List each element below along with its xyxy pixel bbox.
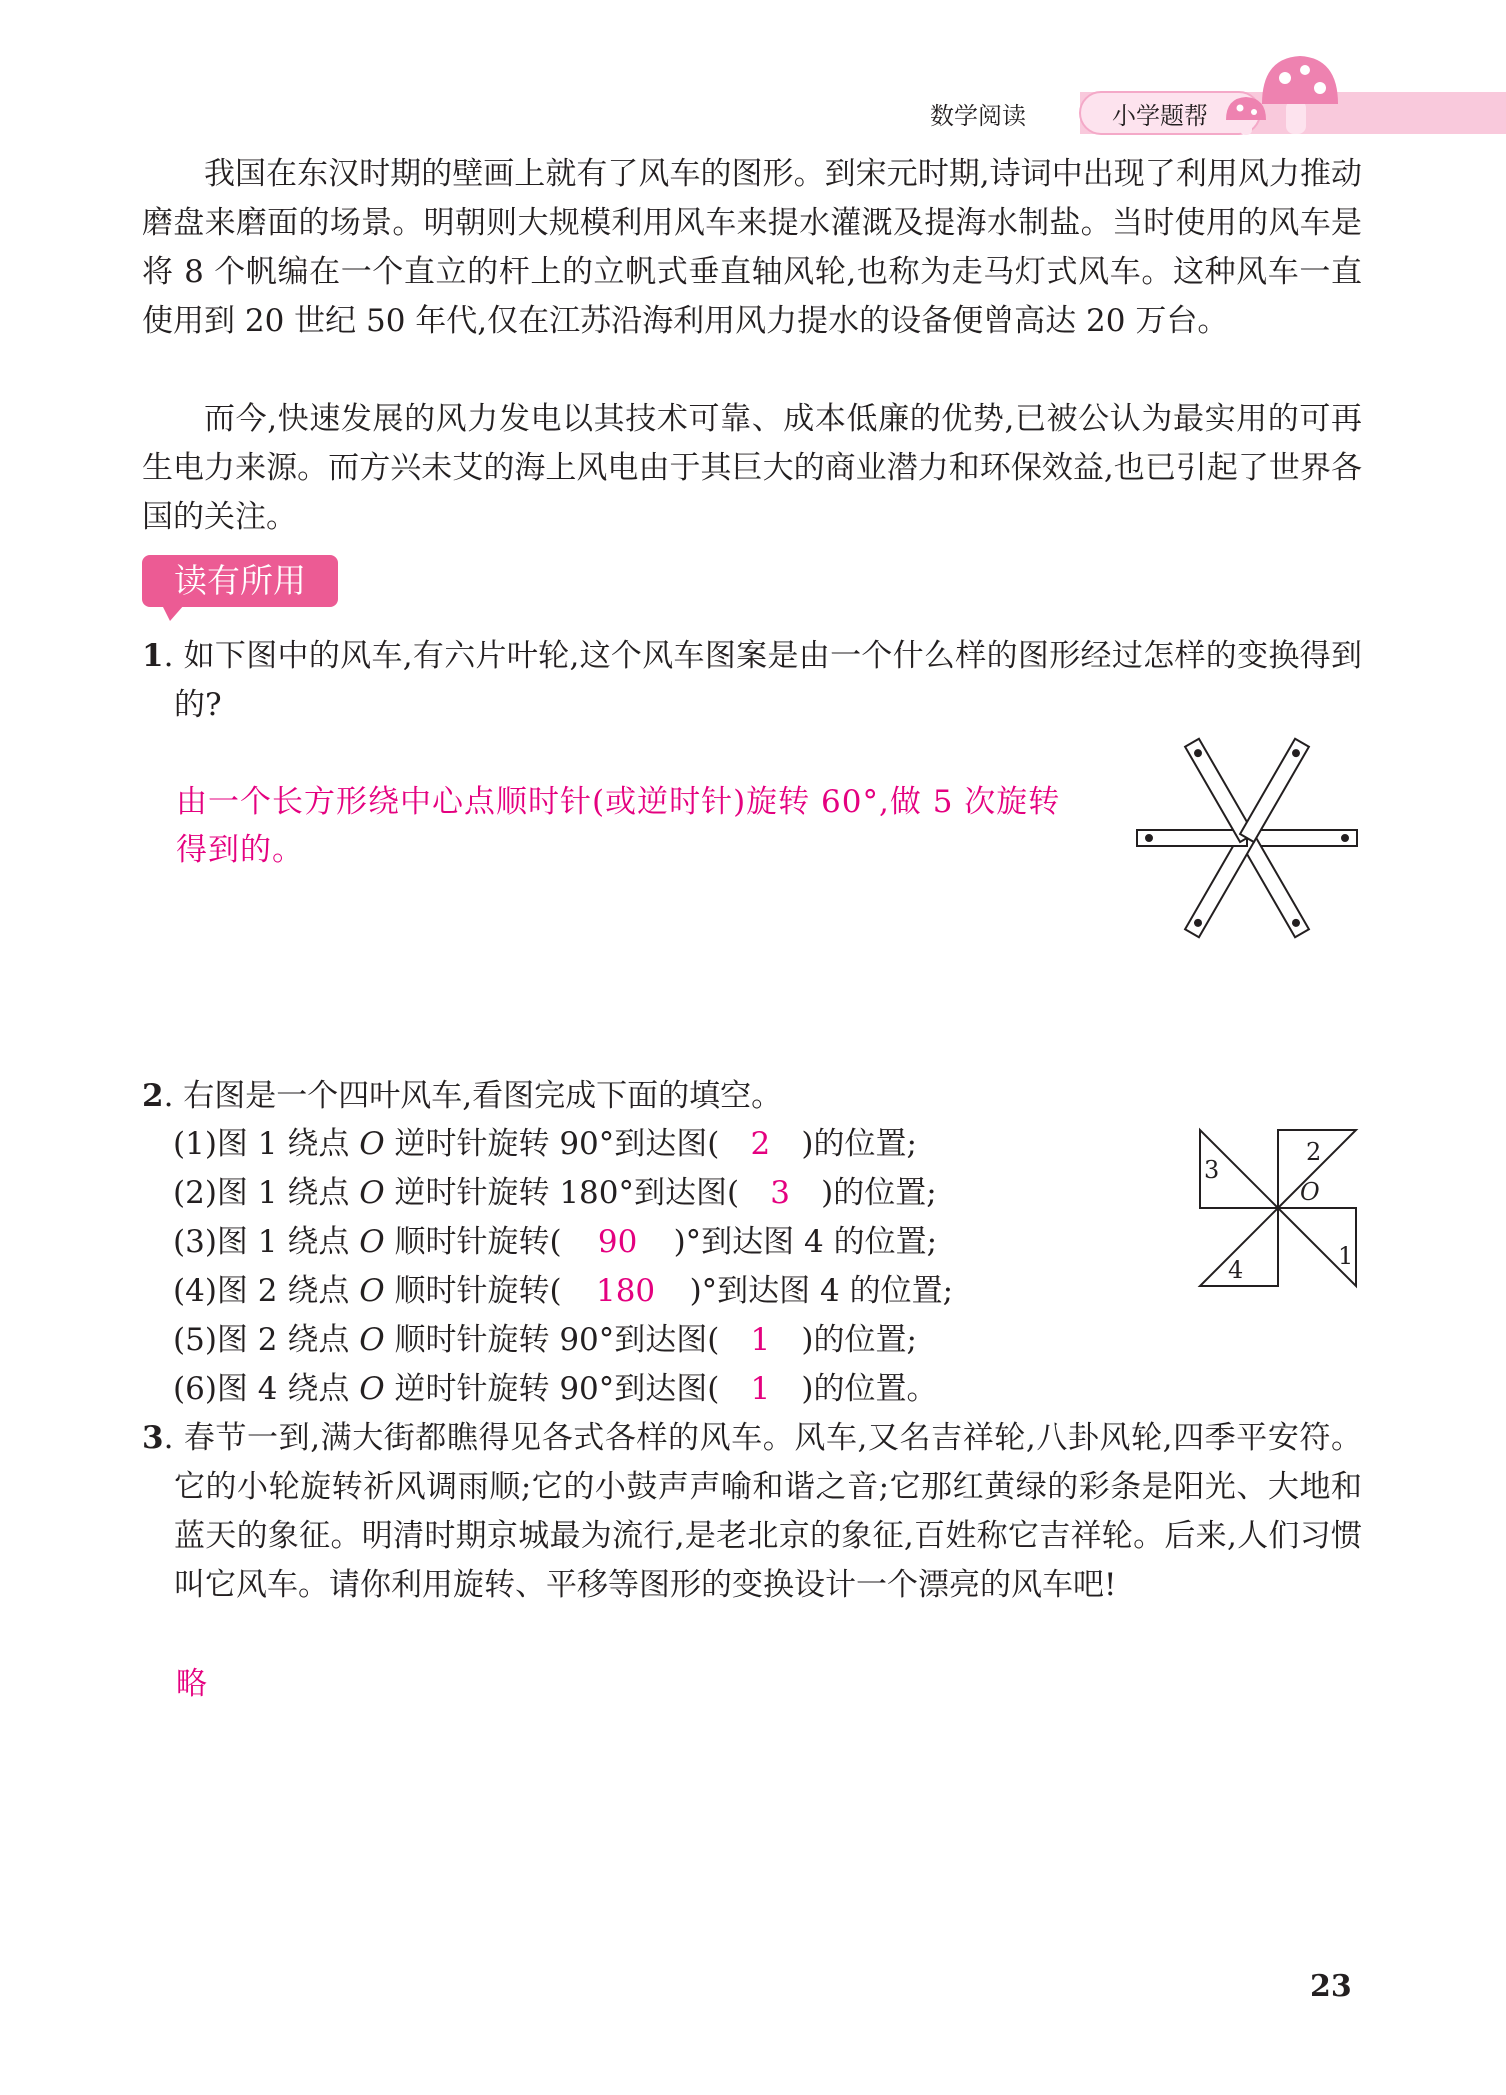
q2-item-2-point: O [359,1175,385,1211]
q2-item-4-point: O [359,1273,385,1309]
q2-item-5-post: )的位置; [801,1322,917,1358]
question-1-number: 1 [142,638,164,674]
q2-item-6-post: )的位置。 [801,1371,938,1407]
header-decoration [0,0,1506,160]
q2-item-4-answer: 180 [595,1273,656,1309]
q2-item-3-point: O [359,1224,385,1260]
q2-item-1 [173,1120,917,1169]
figure-label-2: 2 [1306,1138,1322,1166]
q2-item-6 [173,1365,937,1414]
q2-item-3-pre: (3)图 1 绕点 [173,1224,360,1260]
question-2-intro-text: . 右图是一个四叶风车,看图完成下面的填空。 [163,1078,783,1114]
q2-item-5-point: O [359,1322,385,1358]
q2-item-2-mid: 逆时针旋转 180°到达图( [384,1175,740,1211]
q2-item-5-mid: 顺时针旋转 90°到达图( [384,1322,720,1358]
q2-item-3-answer: 90 [597,1224,638,1260]
question-3 [142,1414,1362,1610]
figure-label-1: 1 [1338,1242,1354,1270]
q2-item-3-post: )°到达图 4 的位置; [673,1224,938,1260]
q2-item-1-post: )的位置; [801,1126,917,1162]
q2-item-2-answer: 3 [770,1175,790,1211]
q2-item-4-mid: 顺时针旋转( [384,1273,562,1309]
q2-item-5 [173,1316,917,1365]
windmill-blade-4 [1137,830,1247,846]
q2-item-2-pre: (2)图 1 绕点 [173,1175,360,1211]
section-badge: 读有所用 [142,555,338,607]
q2-item-5-pre: (5)图 2 绕点 [173,1322,360,1358]
question-3-text: . 春节一到,满大街都瞧得见各式各样的风车。风车,又名吉祥轮,八卦风轮,四季平安符。它的小轮旋转祈风调雨顺;它的小鼓声声喻和谐之音;它那红黄绿的彩条是阳光、大地和蓝天的象征。明清时期京城最为流行,是老北京的象征,百姓称它吉祥轮。后来,人们习惯叫它风车。请你利用旋转、平移等图形的变换设计一个漂亮的风车吧! [163,1420,1362,1603]
question-1-text: . 如下图中的风车,有六片叶轮,这个风车图案是由一个什么样的图形经过怎样的变换得到的? [163,638,1362,723]
question-1-answer-line-2: 得到的。 [176,832,304,868]
page-number: 23 [1310,1969,1352,2004]
figure-label-4: 4 [1228,1256,1244,1284]
figure-label-center: O [1300,1178,1320,1206]
q2-item-5-answer: 1 [750,1322,771,1358]
intro-paragraph-2: 而今,快速发展的风力发电以其技术可靠、成本低廉的优势,已被公认为最实用的可再生电力来源。而方兴未艾的海上风电由于其巨大的商业潜力和环保效益,也已引起了世界各国的关注。 [142,401,1362,535]
six-blade-windmill-figure [1130,730,1370,950]
q2-item-1-answer: 2 [750,1126,771,1162]
q2-item-4-post: )°到达图 4 的位置; [689,1273,954,1309]
q2-item-3 [173,1218,937,1267]
four-blade-windmill-figure [1190,1120,1360,1290]
windmill-blade-6 [1240,739,1309,842]
q2-item-3-mid: 顺时针旋转( [384,1224,562,1260]
header-section-title: 数学阅读 [930,102,1026,130]
q2-item-6-answer: 1 [750,1371,771,1407]
q2-item-4-pre: (4)图 2 绕点 [173,1273,360,1309]
question-1-answer-line-1: 由一个长方形绕中心点顺时针(或逆时针)旋转 60°,做 5 次旋转 [176,784,1061,820]
header-tab-label: 小学题帮 [1112,102,1208,130]
question-2-intro [142,1072,782,1121]
q2-item-6-point: O [359,1371,385,1407]
windmill-blade-3 [1185,834,1254,937]
q2-item-2 [173,1169,937,1218]
q2-item-1-mid: 逆时针旋转 90°到达图( [384,1126,720,1162]
q2-item-6-mid: 逆时针旋转 90°到达图( [384,1371,720,1407]
figure-label-3: 3 [1204,1156,1220,1184]
q2-item-2-post: )的位置; [821,1175,937,1211]
q2-item-1-pre: (1)图 1 绕点 [173,1126,360,1162]
q2-item-1-point: O [359,1126,385,1162]
question-1 [142,632,1362,730]
q2-item-4 [173,1267,953,1316]
question-3-answer: 略 [176,1666,207,1702]
windmill-blade-1 [1247,830,1357,846]
question-3-number: 3 [142,1420,164,1456]
q2-item-6-pre: (6)图 4 绕点 [173,1371,360,1407]
question-2-number: 2 [142,1078,164,1114]
intro-paragraph-1: 我国在东汉时期的壁画上就有了风车的图形。到宋元时期,诗词中出现了利用风力推动磨盘来磨面的场景。明朝则大规模利用风车来提水灌溉及提海水制盐。当时使用的风车是将 8 个帆编在一个直立的杆上的立帆式垂直轴风轮,也称为走马灯式风车。这种风车一直使用到 20 世纪 50 年代,仅在江苏沿海利用风力提水的设备便曾高达 20 万台。 [142,156,1362,339]
